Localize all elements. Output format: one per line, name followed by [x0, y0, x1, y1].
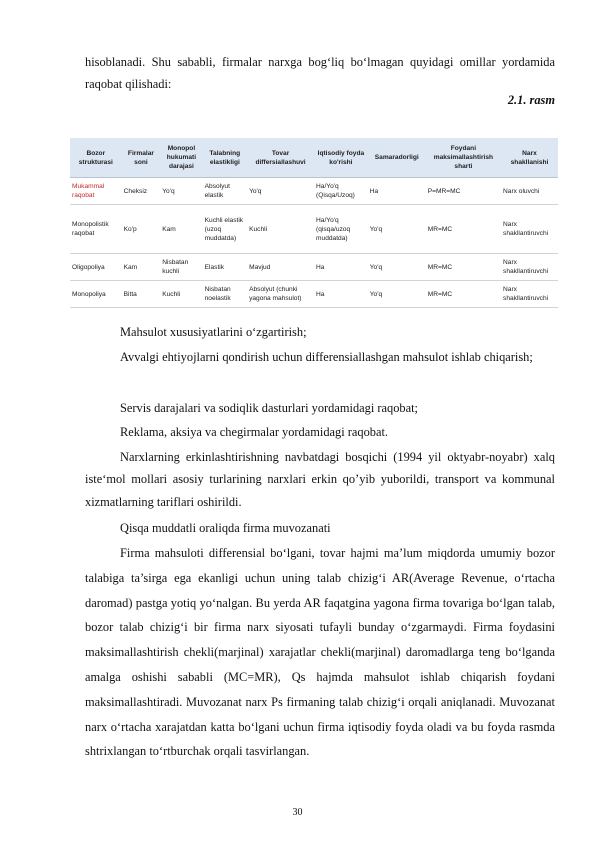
table-cell: Yo'q	[247, 178, 314, 205]
paragraph-4: Reklama, aksiya va chegirmalar yordamidagi raqobat.	[120, 425, 389, 439]
table-header-cell: Foydani maksimallashtirish sharti	[426, 138, 501, 178]
table-cell: Kuchli	[160, 281, 202, 308]
table-cell: Cheksiz	[122, 178, 161, 205]
table-cell: Kuchli	[247, 205, 314, 254]
table-cell: Elastik	[203, 254, 247, 281]
table-cell: Absolyut elastik	[203, 178, 247, 205]
table-cell: Ha	[314, 254, 368, 281]
table-header-cell: Firmalar soni	[122, 138, 161, 178]
table-cell: Ha	[368, 178, 426, 205]
table-header-cell: Talabning elastikligi	[203, 138, 247, 178]
table-cell: Yo'q	[368, 205, 426, 254]
table-cell: Narx shakllantiruvchi	[501, 205, 558, 254]
table-header-cell: Samaradorligi	[368, 138, 426, 178]
table-header-cell: Bozor strukturasi	[70, 138, 122, 178]
paragraph-5: Narxlarning erkinlashtirishning navbatdagi bosqichi (1994 yil oktyabr-noyabr) xalq iste‘mol mollari asosiy turlarining narxlari erkin qo’yib yuborildi, transport va kommunal xizmatlarning tariflari oshirildi.	[85, 450, 555, 509]
table-cell: Ko'p	[122, 205, 161, 254]
table-row	[70, 178, 558, 205]
table-row	[70, 254, 558, 281]
table-cell: Yo'q	[368, 281, 426, 308]
table-cell: Kuchli elastik (uzoq muddatda)	[203, 205, 247, 254]
table-header-row	[70, 138, 558, 178]
market-structure-table	[70, 138, 558, 308]
table-cell: Monopoliya	[70, 281, 122, 308]
table-cell: Mukammal raqobat	[70, 178, 122, 205]
paragraph-2: Avvalgi ehtiyojlarni qondirish uchun differensiallashgan mahsulot ishlab chiqarish;	[120, 350, 533, 364]
table-cell: Yo'q	[368, 254, 426, 281]
paragraph-1: Mahsulot xususiyatlarini o‘zgartirish;	[120, 325, 307, 339]
table-cell: MR=MC	[426, 254, 501, 281]
table-cell: Narx shakllantiruvchi	[501, 254, 558, 281]
table-header-cell: Narx shakllanishi	[501, 138, 558, 178]
table-header-cell: Tovar differsiallashuvi	[247, 138, 314, 178]
table-cell: Ha/Yo'q (qisqa/uzoq muddatda)	[314, 205, 368, 254]
table-row	[70, 281, 558, 308]
table-cell: Oligopoliya	[70, 254, 122, 281]
paragraph-3: Servis darajalari va sodiqlik dasturlari yordamidagi raqobat;	[120, 401, 418, 415]
table-row	[70, 205, 558, 254]
table-cell: P=MR=MC	[426, 178, 501, 205]
paragraph-7: Firma mahsuloti differensial bo‘lgani, tovar hajmi ma’lum miqdorda umumiy bozor talabiga ta’sirga ega ekanligi uchun uning talab chizig‘i AR(Average Revenue, o‘rtacha daromad) pastga yotiq yo‘nalgan. Bu yerda AR faqatgina yagona firma tovariga bo‘lgan talab, bozor talab chizig‘i bir firma narx siyosati tufayli bunday o‘zgarmaydi. Firma foydasini maksimallashtirish chekli(marjinal) xarajatlar chekli(marjinal) daromadlarga teng bo‘lganda amalga oshishi sababli (MC=MR), Qs hajmda mahsulot ishlab chiqarish foydani maksimallashtiradi. Muvozanat narx Ps firmaning talab chizig‘i orqali aniqlanadi. Muvozanat narx o‘rtacha xarajatdan katta bo‘lgani uchun firma iqtisodiy foyda oladi va bu foyda rasmda shtrixlangan to‘rtburchak orqali tasvirlangan.	[85, 546, 555, 759]
table-cell: Nisbatan noelastik	[203, 281, 247, 308]
table-cell: Absolyut (chunki yagona mahsulot)	[247, 281, 314, 308]
page-number: 30	[292, 807, 303, 818]
table-cell: Bitta	[122, 281, 161, 308]
table-cell: Narx shakllantiruvchi	[501, 281, 558, 308]
table-cell: Kam	[122, 254, 161, 281]
figure-label: 2.1. rasm	[507, 93, 555, 107]
intro-paragraph: hisoblanadi. Shu sababli, firmalar narxga bog‘liq bo‘lmagan quyidagi omillar yordamida raqobat qilishadi:	[85, 55, 555, 92]
table-cell: Kam	[160, 205, 202, 254]
table-cell: Narx oluvchi	[501, 178, 558, 205]
paragraph-6: Qisqa muddatli oraliqda firma muvozanati	[120, 521, 331, 535]
table-cell: Yo'q	[160, 178, 202, 205]
table-cell: Nisbatan kuchli	[160, 254, 202, 281]
table-cell: Ha	[314, 281, 368, 308]
table-cell: Ha/Yo'q (Qisqa/Uzoq)	[314, 178, 368, 205]
table-cell: Monopolistik raqobat	[70, 205, 122, 254]
table-cell: MR=MC	[426, 205, 501, 254]
table-header-cell: Monopol hukumati darajasi	[160, 138, 202, 178]
table-cell: MR=MC	[426, 281, 501, 308]
table-cell: Mavjud	[247, 254, 314, 281]
table-header-cell: Iqtisodiy foyda ko'rishi	[314, 138, 368, 178]
